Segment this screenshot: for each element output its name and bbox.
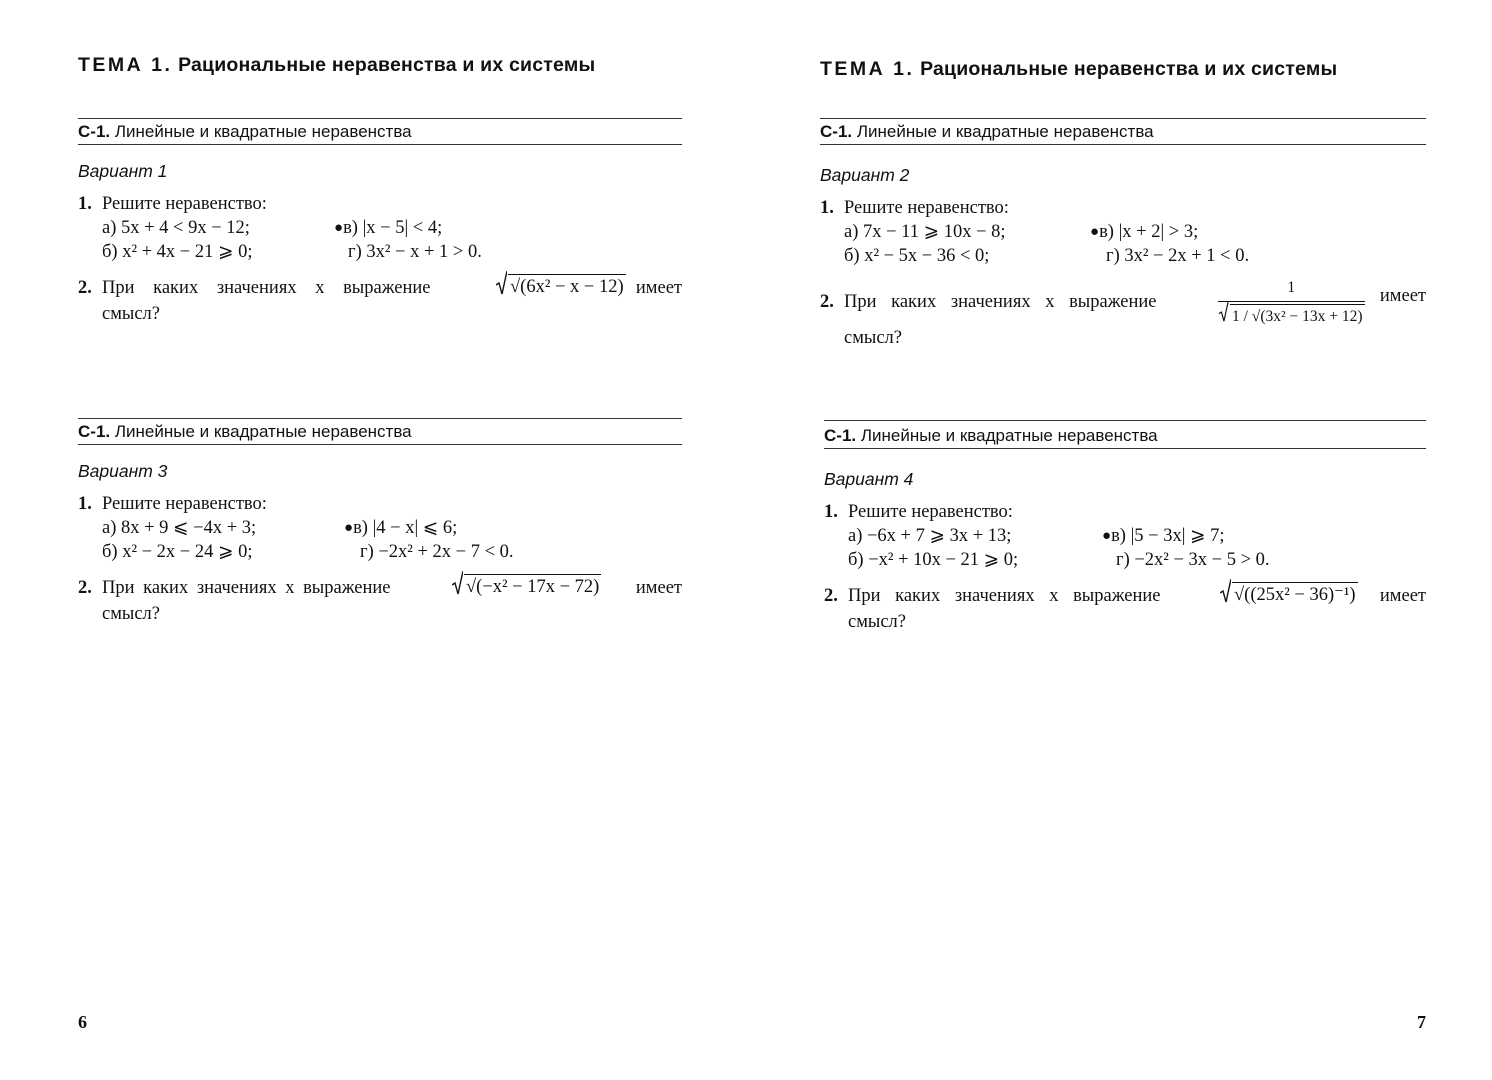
divider xyxy=(824,448,1426,449)
section-heading xyxy=(824,421,1426,448)
item-v: в) |x + 2| > 3; xyxy=(1099,222,1199,242)
bullet-icon: ● xyxy=(344,520,354,536)
item-g: г) −2x² + 2x − 7 < 0. xyxy=(360,542,514,562)
item-g: г) 3x² − 2x + 1 < 0. xyxy=(1106,246,1250,266)
sqrt-icon xyxy=(1220,579,1231,603)
left-page xyxy=(78,0,682,1080)
task-number: 1. xyxy=(78,194,92,214)
section-title: Линейные и квадратные неравенства xyxy=(860,426,1158,445)
sqrt-icon xyxy=(496,271,507,295)
task-2 xyxy=(78,576,682,626)
task-text: Решите неравенство: xyxy=(848,502,1013,522)
task-number: 2. xyxy=(78,278,92,298)
radical-expression xyxy=(452,574,601,599)
task-tail: имеет xyxy=(1379,586,1426,606)
sqrt-icon xyxy=(452,571,463,595)
topic-label: ТЕМА 1. xyxy=(78,54,173,76)
task-end: смысл? xyxy=(102,304,161,324)
task-number: 2. xyxy=(824,586,838,606)
task-text: При каких значениях x выражение xyxy=(102,278,431,298)
task-number: 1. xyxy=(824,502,838,522)
task-text: При каких значениях x выражение xyxy=(844,292,1157,312)
task-number: 2. xyxy=(820,292,834,312)
task-1 xyxy=(824,500,1426,572)
bullet-icon: ● xyxy=(1102,528,1112,544)
section-code: С-1. xyxy=(820,122,853,141)
task-tail: имеет xyxy=(635,578,682,598)
section-code: С-1. xyxy=(78,122,111,141)
task-1 xyxy=(78,192,682,264)
item-g: г) −2x² − 3x − 5 > 0. xyxy=(1116,550,1270,570)
fraction-expression xyxy=(1218,276,1365,329)
task-text: Решите неравенство: xyxy=(844,198,1009,218)
section-heading xyxy=(820,119,1426,144)
item-a: а) 5x + 4 < 9x − 12; xyxy=(102,218,250,238)
variant-label: Вариант 4 xyxy=(824,469,914,489)
task-end: смысл? xyxy=(102,604,161,624)
radical-expression xyxy=(1220,582,1358,607)
topic-heading xyxy=(78,54,595,77)
task-text: При каких значениях x выражение xyxy=(848,586,1161,606)
task-number: 2. xyxy=(78,578,92,598)
item-a: а) −6x + 7 ⩾ 3x + 13; xyxy=(848,526,1012,546)
topic-title: Рациональные неравенства и их системы xyxy=(920,58,1338,80)
expression-text: 1 / √(3x² − 13x + 12) xyxy=(1230,304,1365,329)
right-page xyxy=(820,0,1426,1080)
task-number: 1. xyxy=(820,198,834,218)
variant-label: Вариант 1 xyxy=(78,161,168,181)
item-b: б) x² − 2x − 24 ⩾ 0; xyxy=(102,542,253,562)
radical-expression xyxy=(496,274,626,299)
expression-text: √(−x² − 17x − 72) xyxy=(464,574,601,599)
task-1 xyxy=(78,492,682,564)
section-block-variant-1 xyxy=(78,118,682,326)
sqrt-icon xyxy=(1218,302,1229,322)
expression-text: √(6x² − x − 12) xyxy=(508,274,626,299)
section-title: Линейные и квадратные неравенства xyxy=(114,122,412,141)
section-block-variant-3 xyxy=(78,418,682,626)
item-v: в) |5 − 3x| ⩾ 7; xyxy=(1111,526,1225,546)
divider xyxy=(820,144,1426,145)
divider xyxy=(78,444,682,445)
task-end: смысл? xyxy=(848,612,907,632)
bullet-icon: ● xyxy=(334,220,344,236)
variant-label: Вариант 3 xyxy=(78,461,168,481)
task-1 xyxy=(820,196,1426,268)
item-g: г) 3x² − x + 1 > 0. xyxy=(348,242,482,262)
page-number: 6 xyxy=(78,1012,87,1032)
item-v: в) |x − 5| < 4; xyxy=(343,218,443,238)
fraction-numerator: 1 xyxy=(1218,276,1365,302)
topic-heading xyxy=(820,58,1337,81)
topic-title: Рациональные неравенства и их системы xyxy=(178,54,596,76)
section-block-variant-2 xyxy=(820,118,1426,350)
expression-text: √((25x² − 36)⁻¹) xyxy=(1232,582,1358,607)
task-2 xyxy=(820,279,1426,350)
page-number: 7 xyxy=(1417,1012,1426,1032)
divider xyxy=(78,144,682,145)
task-text: Решите неравенство: xyxy=(102,194,267,214)
task-end: смысл? xyxy=(844,328,903,348)
section-code: С-1. xyxy=(78,422,111,441)
item-v: в) |4 − x| ⩽ 6; xyxy=(353,518,458,538)
task-tail: имеет xyxy=(635,278,682,298)
section-block-variant-4 xyxy=(824,420,1426,634)
bullet-icon: ● xyxy=(1090,224,1100,240)
section-title: Линейные и квадратные неравенства xyxy=(114,422,412,441)
section-code: С-1. xyxy=(824,426,857,445)
task-tail: имеет xyxy=(1379,286,1426,306)
section-heading xyxy=(78,419,682,444)
topic-label: ТЕМА 1. xyxy=(820,58,915,80)
item-a: а) 7x − 11 ⩾ 10x − 8; xyxy=(844,222,1006,242)
item-b: б) −x² + 10x − 21 ⩾ 0; xyxy=(848,550,1019,570)
section-title: Линейные и квадратные неравенства xyxy=(856,122,1154,141)
variant-label: Вариант 2 xyxy=(820,165,910,185)
item-a: а) 8x + 9 ⩽ −4x + 3; xyxy=(102,518,257,538)
task-text: Решите неравенство: xyxy=(102,494,267,514)
task-text: При каких значениях x выражение xyxy=(102,578,391,598)
task-2 xyxy=(824,584,1426,634)
task-2 xyxy=(78,276,682,326)
task-number: 1. xyxy=(78,494,92,514)
item-b: б) x² + 4x − 21 ⩾ 0; xyxy=(102,242,253,262)
section-heading xyxy=(78,119,682,144)
item-b: б) x² − 5x − 36 < 0; xyxy=(844,246,990,266)
